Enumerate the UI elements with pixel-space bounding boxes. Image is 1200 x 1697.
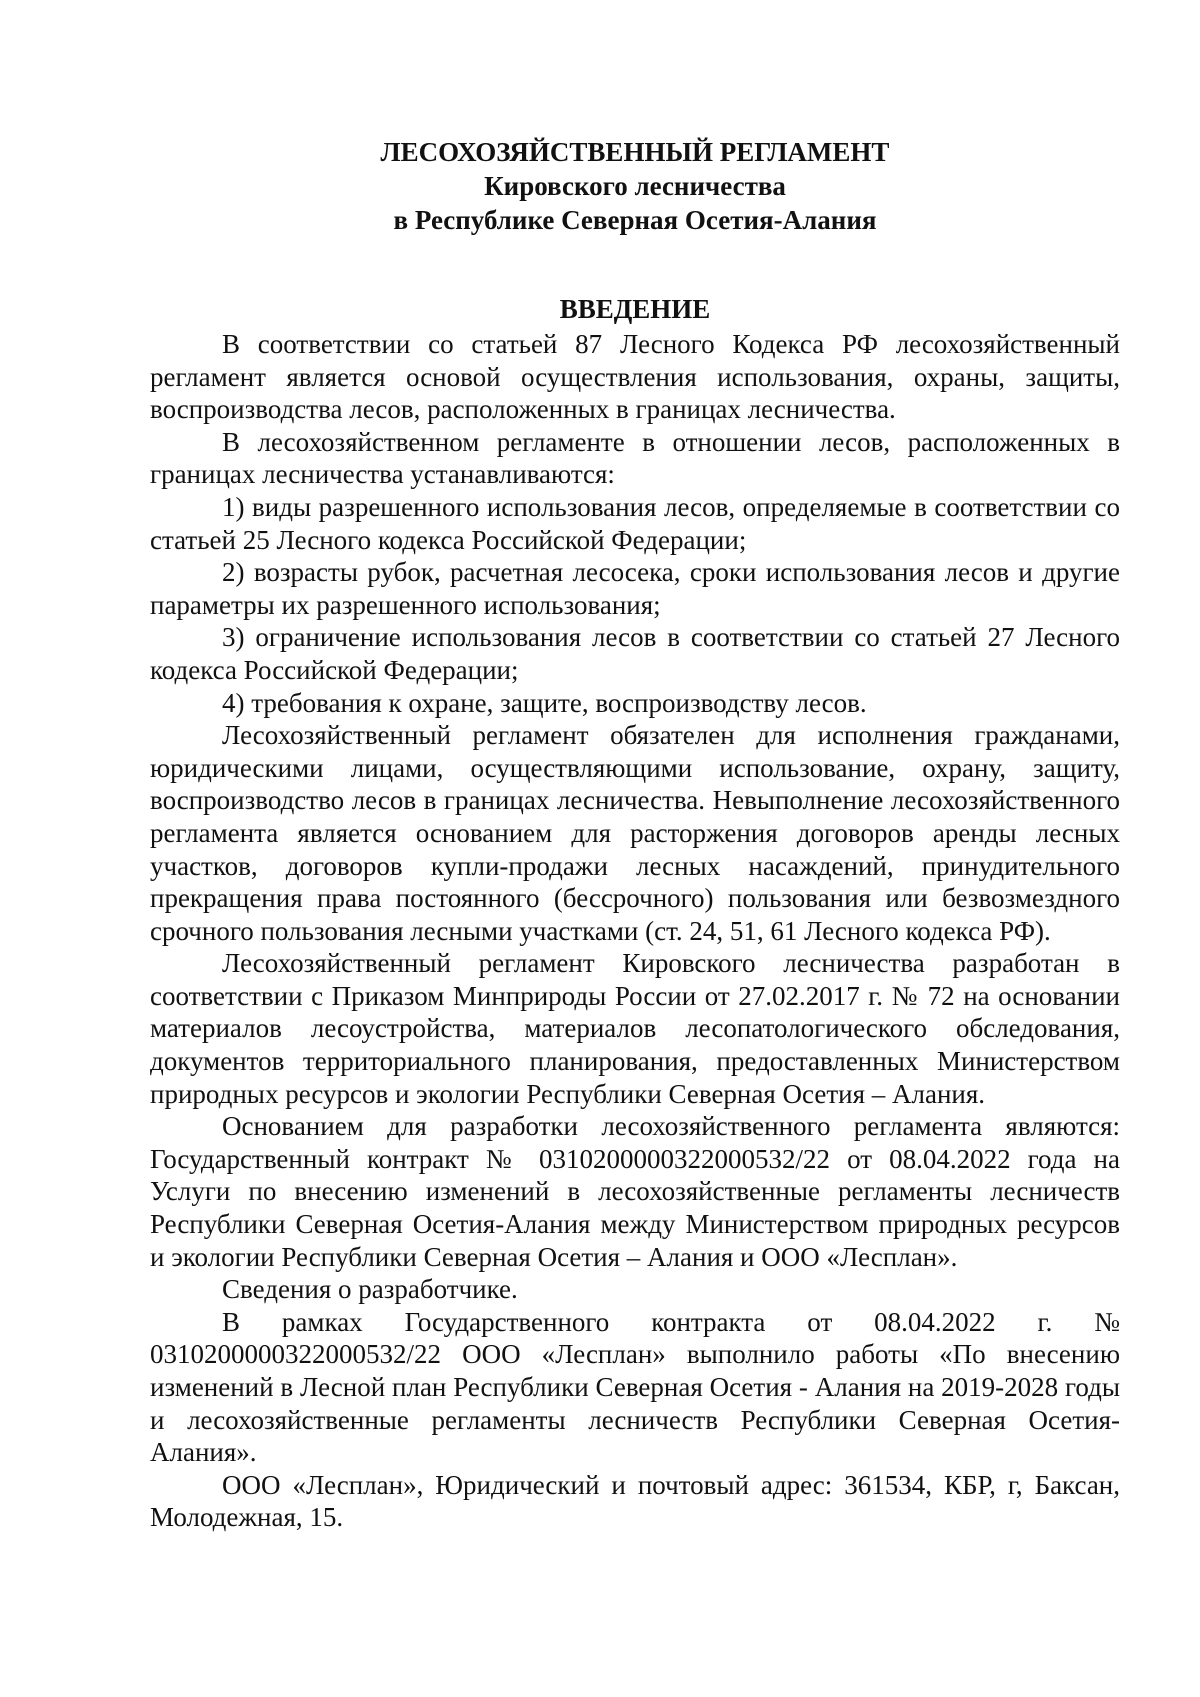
paragraph-developer-heading: Сведения о разработчике. xyxy=(222,1274,518,1305)
list-item-2: 2) возрасты рубок, расчетная лесосека, сроки использования лесов и другие параметры их разрешенного использования; xyxy=(150,557,1120,620)
document-page xyxy=(150,135,1120,1534)
title-line-3: в Республике Северная Осетия-Алания xyxy=(393,205,877,235)
paragraph-2: В лесохозяйственном регламенте в отношении лесов, расположенных в границах лесничества устанавливаются: xyxy=(150,426,1120,490)
paragraph-contract: Основанием для разработки лесохозяйственного регламента являются: Государственный контракт № 0310200000322000532/22 от 08.04.2022 года на Услуги по внесению изменений в лесохозяйственные регламенты лесничеств Республики Северная Осетия-Алания между Министерством природных ресурсов и экологии Республики Северная Осетия – Алания и ООО «Лесплан». xyxy=(150,1111,1120,1272)
title-line-1: ЛЕСОХОЗЯЙСТВЕННЫЙ РЕГЛАМЕНТ xyxy=(380,137,890,167)
paragraph-developer-work: В рамках Государственного контракта от 08.04.2022 г. № 0310200000322000532/22 ООО «Лесплан» выполнило работы «По внесению изменений в Лесной план Республики Северная Осетия - Алания на 2019-2028 годы и лесохозяйственные регламенты лесничеств Республики Северная Осетия-Алания». xyxy=(150,1306,1120,1468)
paragraph-developer-address: ООО «Лесплан», Юридический и почтовый адрес: 361534, КБР, г, Баксан, Молодежная, 15. xyxy=(150,1469,1120,1533)
list-item-4: 4) требования к охране, защите, воспроизводству лесов. xyxy=(222,687,867,718)
title-line-2: Кировского лесничества xyxy=(484,171,786,201)
paragraph-development-basis: Лесохозяйственный регламент Кировского лесничества разработан в соответствии с Приказом Минприроды России от 27.02.2017 г. № 72 на основании материалов лесоустройства, материалов лесопатологического обследования, документов территориального планирования, предоставленных Министерством природных ресурсов и экологии Республики Северная Осетия – Алания. xyxy=(150,948,1120,1109)
paragraph-1: В соответствии со статьей 87 Лесного Кодекса РФ лесохозяйственный регламент является основой осуществления использования, охраны, защиты, воспроизводства лесов, расположенных в границах лесничества. xyxy=(150,329,1120,425)
list-item-3: 3) ограничение использования лесов в соответствии со статьей 27 Лесного кодекса Российской Федерации; xyxy=(150,622,1120,685)
list-item-1: 1) виды разрешенного использования лесов, определяемые в соответствии со статьей 25 Лесного кодекса Российской Федерации; xyxy=(150,491,1120,555)
section-heading-introduction: ВВЕДЕНИЕ xyxy=(559,294,711,324)
document-title xyxy=(150,135,1120,237)
paragraph-obligation: Лесохозяйственный регламент обязателен для исполнения гражданами, юридическими лицами, осуществляющими использование, охрану, защиту, воспроизводство лесов в границах лесничества. Невыполнение лесохозяйственного регламента является основанием для расторжения договоров аренды лесных участков, договоров купли-продажи лесных насаждений, принудительного прекращения права постоянного (бессрочного) пользования или безвозмездного срочного пользования лесными участками (ст. 24, 51, 61 Лесного кодекса РФ). xyxy=(150,720,1120,946)
